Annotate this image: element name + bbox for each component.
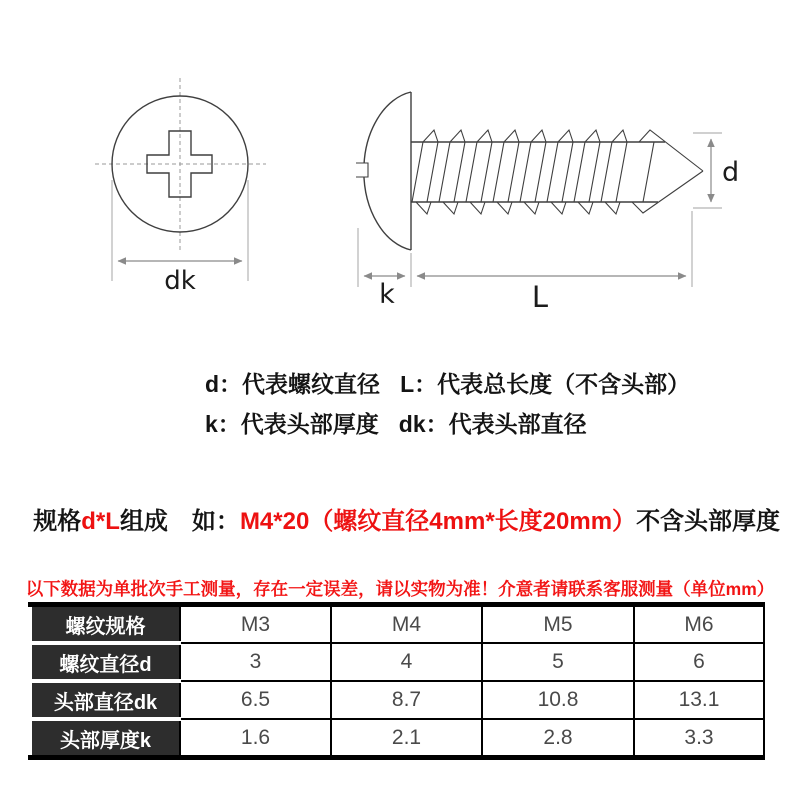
definitions-line-1 <box>205 366 690 399</box>
dk-dimension-label: dk <box>164 266 196 296</box>
table-cell: M6 <box>634 605 764 644</box>
spec-segment: d*L <box>81 508 120 535</box>
spec-composition-line <box>0 473 800 536</box>
spec-segment: M4*20（螺纹直径4mm*长度20mm） <box>239 508 637 535</box>
definition-d: d：代表螺纹直径 <box>205 371 381 397</box>
screw-technical-drawing <box>0 0 800 340</box>
definition-L: L：代表总长度（不含头部） <box>400 371 691 397</box>
table-cell: 6 <box>634 643 764 681</box>
table-cell: 2.8 <box>482 719 634 758</box>
thread-crests-top <box>423 130 627 142</box>
table-cell: 13.1 <box>634 681 764 719</box>
k-dimension-label: k <box>379 279 395 310</box>
head-dome-outline <box>364 92 411 250</box>
row-label: 头部厚度k <box>30 719 180 758</box>
d-dimension-label: d <box>722 157 740 188</box>
screw-head-front-view <box>95 78 266 296</box>
row-label: 螺纹直径d <box>30 643 180 681</box>
table-cell: 6.5 <box>180 681 331 719</box>
table-cell: 2.1 <box>331 719 482 758</box>
table-row <box>30 681 764 719</box>
table-cell: 1.6 <box>180 719 331 758</box>
measurement-disclaimer: 以下数据为单批次手工测量，存在一定误差，请以实物为准！介意者请联系客服测量（单位mm） <box>25 579 775 599</box>
table-cell: 3 <box>180 643 331 681</box>
spec-table <box>28 602 765 760</box>
row-label: 螺纹规格 <box>30 605 180 644</box>
slot-notch-mask <box>352 163 369 177</box>
table-cell: M3 <box>180 605 331 644</box>
table-cell: M5 <box>482 605 634 644</box>
definitions-line-2 <box>205 406 587 439</box>
screw-side-view <box>352 92 739 314</box>
table-cell: 8.7 <box>331 681 482 719</box>
table-cell: 10.8 <box>482 681 634 719</box>
row-label: 头部直径dk <box>30 681 180 719</box>
thread-flank-lines <box>412 142 654 202</box>
definition-dk: dk：代表头部直径 <box>398 411 587 437</box>
spec-segment: 组成 如： <box>119 508 240 535</box>
definition-k: k：代表头部厚度 <box>205 411 379 437</box>
table-row <box>30 643 764 681</box>
table-row <box>30 719 764 758</box>
spec-segment: 不含头部厚度 <box>636 508 781 535</box>
table-cell: 4 <box>331 643 482 681</box>
L-dimension-label: L <box>531 280 549 314</box>
table-cell: 5 <box>482 643 634 681</box>
spec-segment: 规格 <box>33 508 82 535</box>
table-cell: M4 <box>331 605 482 644</box>
table-cell: 3.3 <box>634 719 764 758</box>
thread-crests-bottom <box>416 202 620 214</box>
table-row <box>30 605 764 644</box>
